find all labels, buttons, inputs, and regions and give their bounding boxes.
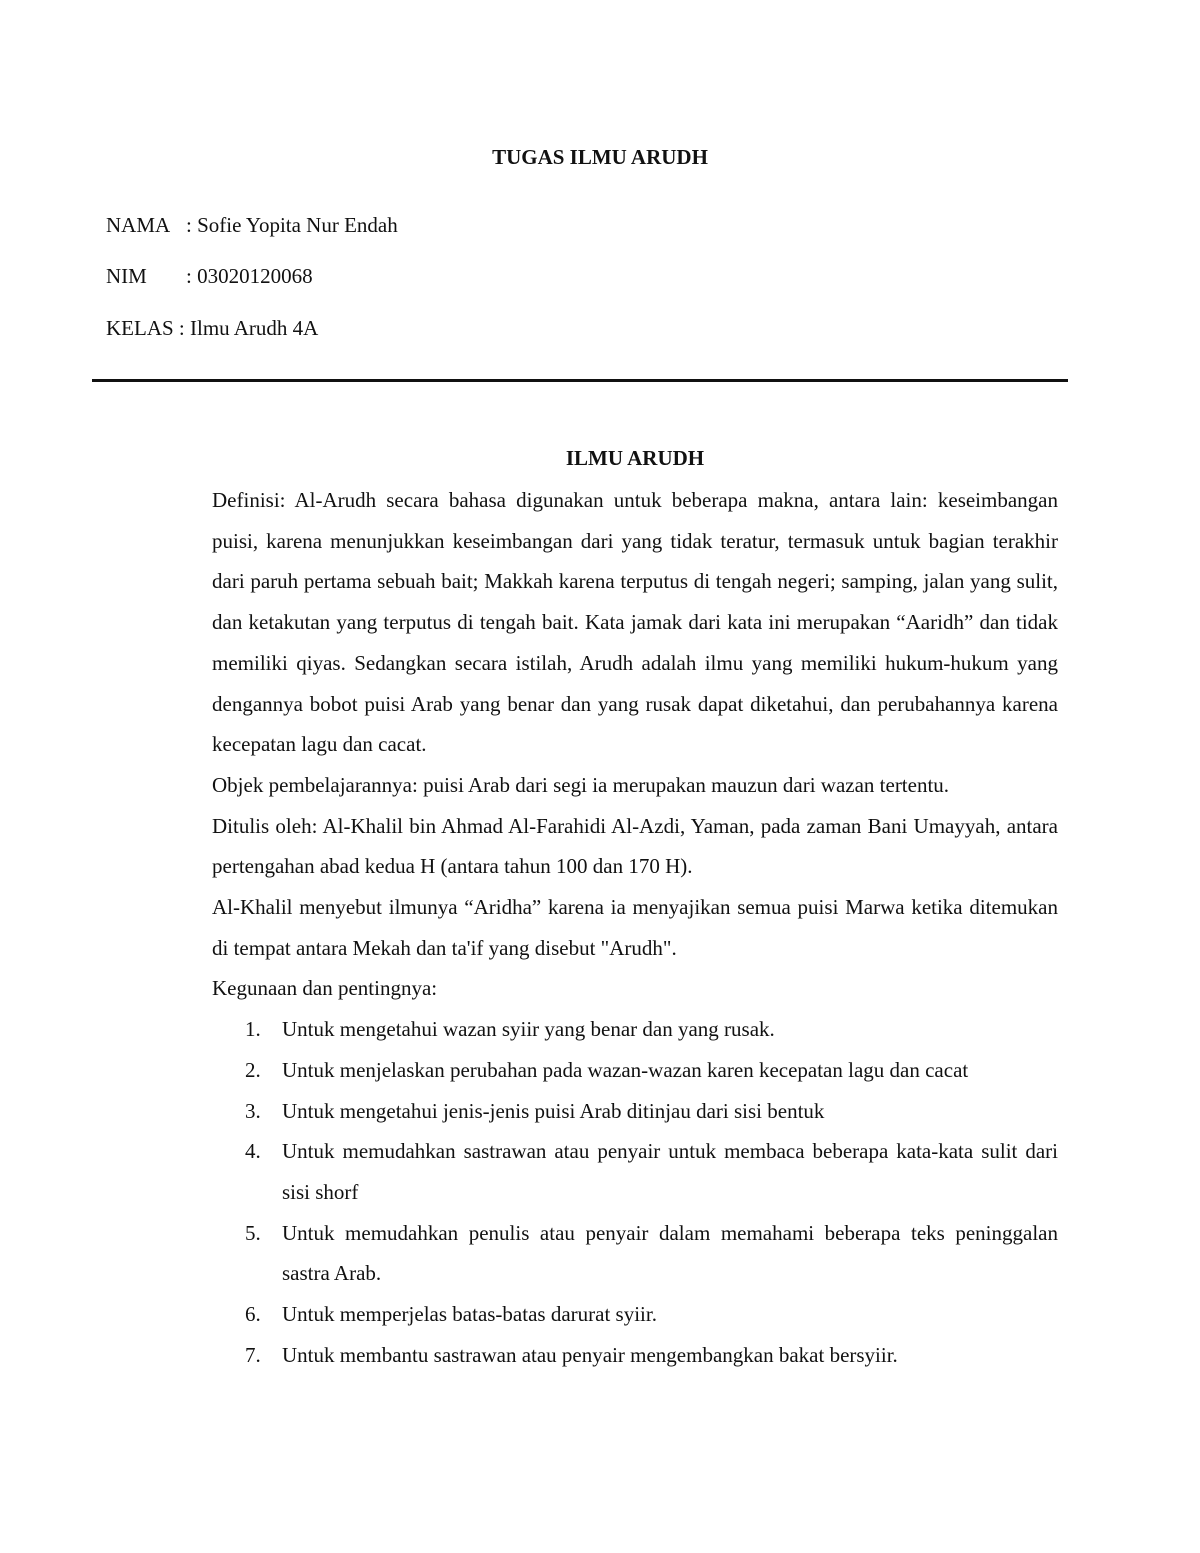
paragraph-al-khalil: Al-Khalil menyebut ilmunya “Aridha” karena ia menyajikan semua puisi Marwa ketika ditemukan di tempat antara Mekah dan ta'if yang disebut "Arudh". (212, 895, 1058, 960)
kelas-label: KELAS (106, 316, 174, 340)
list-number: 7. (245, 1342, 261, 1367)
info-nama (106, 209, 398, 241)
list-text: Untuk mengetahui wazan syiir yang benar dan yang rusak. (282, 1017, 775, 1042)
paragraph-definisi: Definisi: Al-Arudh secara bahasa digunakan untuk beberapa makna, antara lain: keseimbangan puisi, karena menunjukkan keseimbangan dari yang tidak teratur, termasuk untuk bagian terakhir dari paruh pertama sebuah bait; Makkah karena terputus di tengah negeri; samping, jalan yang sulit, dan ketakutan yang terputus di tengah bait. Kata jamak dari kata ini merupakan “Aaridh” dan tidak memiliki qiyas. Sedangkan secara istilah, Arudh adalah ilmu yang memiliki hukum-hukum yang dengannya bobot puisi Arab yang benar dan yang rusak dapat diketahui, dan perubahannya karena kecepatan lagu dan cacat. (212, 488, 1058, 757)
list-item (212, 1213, 1058, 1294)
list-text: Untuk membantu sastrawan atau penyair mengembangkan bakat bersyiir. (282, 1342, 898, 1367)
info-kelas (106, 312, 318, 344)
list-number: 1. (245, 1017, 261, 1042)
list-number: 4. (245, 1139, 261, 1164)
nim-label: NIM (106, 264, 147, 288)
info-nim (106, 260, 313, 292)
list-text: Untuk memudahkan sastrawan atau penyair untuk membaca beberapa kata-kata sulit dari sisi shorf (282, 1139, 1058, 1204)
list-item (212, 1009, 1058, 1050)
list-number: 3. (245, 1098, 261, 1123)
list-text: Untuk memperjelas batas-batas darurat syiir. (282, 1302, 657, 1327)
paragraph-ditulis: Ditulis oleh: Al-Khalil bin Ahmad Al-Farahidi Al-Azdi, Yaman, pada zaman Bani Umayyah, antara pertengahan abad kedua H (antara tahun 100 dan 170 H). (212, 813, 1058, 879)
list-item (212, 1050, 1058, 1091)
list-item (212, 1335, 1058, 1376)
paragraph-kegunaan: Kegunaan dan pentingnya: (212, 976, 438, 1001)
list-text: Untuk menjelaskan perubahan pada wazan-wazan karen kecepatan lagu dan cacat (282, 1057, 969, 1082)
list-item (212, 1131, 1058, 1212)
kegunaan-list (212, 1009, 1058, 1375)
document-body (212, 480, 1058, 1375)
list-text: Untuk memudahkan penulis atau penyair dalam memahami beberapa teks peninggalan sastra Arab. (282, 1220, 1058, 1286)
kelas-value: : Ilmu Arudh 4A (178, 316, 319, 340)
horizontal-divider (92, 379, 1068, 382)
list-item (212, 1091, 1058, 1132)
nama-label: NAMA (106, 213, 171, 237)
list-text: Untuk mengetahui jenis-jenis puisi Arab ditinjau dari sisi bentuk (282, 1098, 825, 1123)
list-item (212, 1294, 1058, 1335)
nama-value: : Sofie Yopita Nur Endah (186, 213, 398, 237)
document-title: TUGAS ILMU ARUDH (492, 145, 708, 169)
nim-value: : 03020120068 (186, 264, 313, 288)
section-title: ILMU ARUDH (565, 446, 705, 470)
list-number: 2. (245, 1057, 261, 1082)
list-number: 6. (245, 1302, 261, 1327)
paragraph-objek: Objek pembelajarannya: puisi Arab dari segi ia merupakan mauzun dari wazan tertentu. (212, 772, 950, 797)
list-number: 5. (245, 1220, 261, 1245)
